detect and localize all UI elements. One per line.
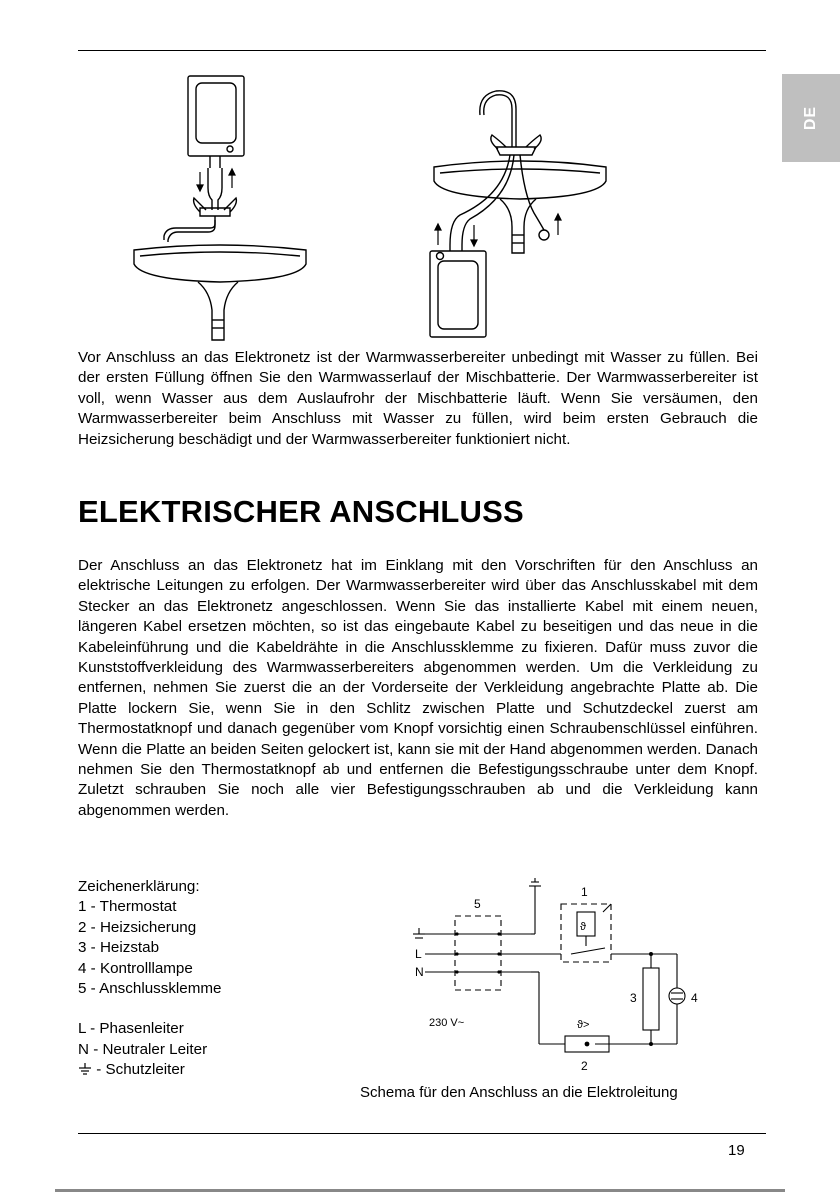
bottom-rule (78, 1133, 766, 1134)
schematic-thermostat-symbol: ϑ (580, 921, 587, 933)
schematic-fuse-label: ϑ> (577, 1019, 590, 1031)
body-paragraph: Der Anschluss an das Elektronetz hat im Einklang mit den Vorschriften für den Anschluss an elektrische Leitungen zu erfolgen. Der Warmwasserbereiter wird über das Anschlusskabel mit dem Stecker an das Elektronetz angeschlossen. Wenn Sie das installierte Kabel mit einem neuen, längeren Kabel ersetzen möchten, so ist das eingebaute Kabel zu beseitigen und das neue in die Kabeleinführung und die Kabeldrähte in die Anschlussklemme zu fixieren. Dafür muss zuvor die Kunststoffverkleidung des Warmwasserbereiters abgenommen werden. Um die Verkleidung zu entfernen, nehmen Sie zuerst die an der Vorderseite der Verkleidung angebrachte Platte ab. Die Platte lockern Sie, wenn Sie in den Schlitz zwischen Platte und Schutzdeckel zuerst am Thermostatknopf und danach gegenüber vom Knopf vorsichtig einen Schraubenschlüssel einführen. Wenn die Platte an beiden Seiten gelockert ist, kann sie mit der Hand abgenommen werden. Danach nehmen Sie den Thermostatknopf ab und entfernen die Befestigungsschraube unter dem Knopf. Zuletzt schrauben Sie noch alle vier Befestigungsschrauben ab und die Verkleidung kann abgenommen werden. (78, 557, 758, 819)
schematic-label-2: 2 (581, 1059, 588, 1073)
page-number: 19 (728, 1142, 745, 1159)
schematic-label-L: L (415, 947, 422, 961)
legend-item: 2 - Heizsicherung (78, 918, 197, 936)
legend (78, 877, 222, 1081)
ground-icon (78, 1062, 92, 1076)
legend-ground-text: - Schutzleiter (96, 1061, 185, 1079)
schematic-label-3: 3 (630, 991, 637, 1005)
language-tab-label: DE (802, 105, 819, 131)
schematic-caption: Schema für den Anschluss an die Elektroleitung (360, 1084, 678, 1101)
legend-item: L - Phasenleiter (78, 1020, 184, 1038)
schematic-label-N: N (415, 965, 424, 979)
legend-title: Zeichenerklärung: (78, 878, 200, 895)
top-rule (78, 50, 766, 51)
legend-item: 5 - Anschlussklemme (78, 980, 222, 998)
illustration-over-sink (120, 70, 320, 350)
schematic-label-4: 4 (691, 991, 698, 1005)
schematic-label-1: 1 (581, 885, 588, 899)
schematic-voltage-label: 230 V~ (429, 1017, 465, 1029)
section-heading: ELEKTRISCHER ANSCHLUSS (78, 494, 524, 529)
illustration-under-sink (420, 85, 620, 350)
intro-paragraph: Vor Anschluss an das Elektronetz ist der Warmwasserbereiter unbedingt mit Wasser zu füllen. Bei der ersten Füllung öffnen Sie den Warmwasserlauf der Mischbatterie. Der Warmwasserbereiter ist voll, wenn Wasser aus dem Auslaufrohr der Mischbatterie läuft. Wenn Sie versäumen, den Warmwasserbereiter beim Anschluss mit Wasser zu füllen, wird beim ersten Gebrauch die Heizsicherung beschädigt und der Warmwasserbereiter funktioniert nicht. (78, 349, 758, 448)
legend-item: 3 - Heizstab (78, 939, 160, 957)
wiring-schematic (405, 872, 715, 1077)
legend-item-ground (78, 1060, 222, 1080)
language-tab (782, 74, 840, 162)
legend-item: N - Neutraler Leiter (78, 1040, 208, 1058)
schematic-label-5: 5 (474, 897, 481, 911)
legend-item: 4 - Kontrolllampe (78, 959, 193, 977)
legend-item: 1 - Thermostat (78, 898, 177, 916)
